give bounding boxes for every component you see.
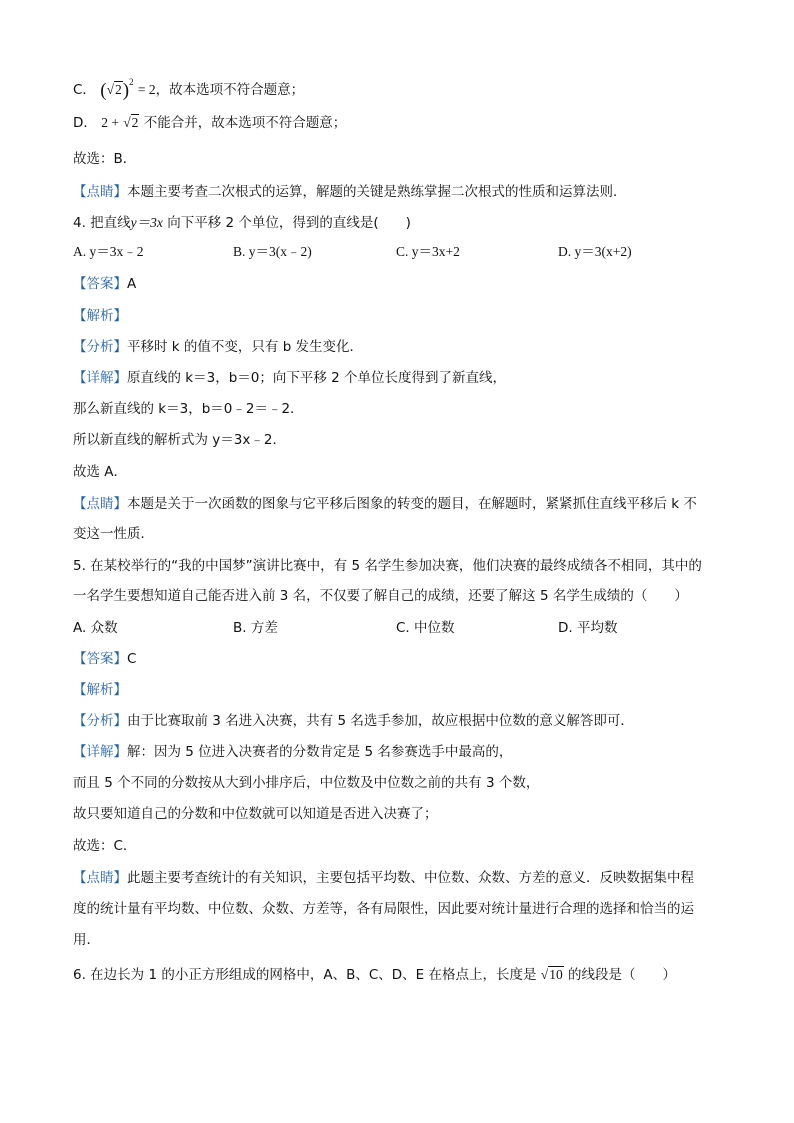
sqrt-expression: √2 [106,82,122,97]
q5-stem-2: 一名学生要想知道自己能否进入前 3 名，不仅要了解自己的成绩，还要了解这 5 名学生成绩的（ ） [73,588,688,604]
q5-dianjing-2: 度的统计量有平均数、中位数、众数、方差等，各有局限性，因此要对统计量进行合理的选择和恰当的运 [73,901,694,917]
q5-dianjing-3: 用． [73,932,100,948]
q4-dianjing-2: 变这一性质． [73,526,154,542]
fenxi-text: 平移时 k 的值不变，只有 b 发生变化． [127,339,364,355]
sqrt-expression: √2 [123,115,139,130]
equals-value: = 2 [137,82,156,97]
option-label: C． [73,82,96,98]
dianjing-text: 本题主要考查二次根式的运算，解题的关键是熟练掌握二次根式的性质和运算法则． [127,184,627,200]
q4-answer [73,274,136,294]
q4-line2: 那么新直线的 k＝3，b＝0﹣2＝﹣2． [73,401,304,417]
left-paren: ( [100,80,107,101]
q4-xiangjie [73,368,506,388]
q3-choose: 故选：B． [73,151,137,167]
q5-line2: 而且 5 个不同的分数按从大到小排序后，中位数及中位数之前的共有 3 个数， [73,775,540,791]
q4-equation: y＝3x [130,215,163,230]
option-c-line [73,72,304,101]
q4-choose: 故选 A． [73,464,128,480]
q5-stem-1: 5. 在某校举行的“我的中国梦”演讲比赛中，有 5 名学生参加决赛，他们决赛的最终成绩各不相同，其中的 [73,558,702,574]
answer-value: A [127,276,137,292]
fenxi-text: 由于比赛取前 3 名进入决赛，共有 5 名选手参加，故应根据中位数的意义解答即可． [127,713,634,729]
q4-line3: 所以新直线的解析式为 y＝3x﹣2． [73,432,286,448]
q5-line3: 故只要知道自己的分数和中位数就可以知道是否进入决赛了； [73,806,438,822]
q5-option-c: C. 中位数 [396,620,455,636]
option-d-line [73,113,346,133]
option-c-comment: ，故本选项不符合题意； [155,82,305,98]
answer-tag: 【答案】 [73,651,127,667]
answer-value: C [127,651,137,667]
option-d-comment: 不能合并，故本选项不符合题意； [143,115,347,131]
xiangjie-tag: 【详解】 [73,370,127,386]
q4-stem-a: 4. 把直线 [73,215,131,231]
q4-option-d: D. y＝3(x+2) [558,244,632,259]
q5-jiexi-tag: 【解析】 [73,682,127,698]
q4-stem-b: 向下平移 2 个单位，得到的直线是( ) [167,215,411,231]
q6-stem-b: 的线段是（ ） [568,967,676,983]
q6-stem [73,965,676,985]
q5-fenxi [73,711,634,731]
dianjing-tag: 【点睛】 [73,184,127,200]
right-paren: ) [122,80,130,101]
q5-option-b: B. 方差 [233,620,278,636]
fenxi-tag: 【分析】 [73,713,127,729]
q5-xiangjie [73,742,512,762]
q5-dianjing [73,868,694,888]
dianjing-text: 本题是关于一次函数的图象与它平移后图象的转变的题目，在解题时，紧紧抓住直线平移后 k 不 [127,496,697,512]
q5-answer [73,649,136,669]
q5-choose: 故选：C． [73,838,137,854]
answer-tag: 【答案】 [73,276,127,292]
q5-option-a: A. 众数 [73,620,118,636]
q4-fenxi [73,337,363,357]
q4-option-c: C. y＝3x+2 [396,244,460,259]
q3-dianjing [73,182,627,202]
dianjing-tag: 【点睛】 [73,870,127,886]
q4-option-a: A. y＝3x﹣2 [73,244,144,259]
q4-jiexi-tag: 【解析】 [73,308,127,324]
q5-option-d: D. 平均数 [558,620,618,636]
sqrt-expression: √10 [540,967,563,982]
fenxi-tag: 【分析】 [73,339,127,355]
dianjing-tag: 【点睛】 [73,496,127,512]
xiangjie-tag: 【详解】 [73,744,127,760]
q4-option-b: B. y＝3(x﹣2) [233,244,312,259]
q6-stem-a: 6. 在边长为 1 的小正方形组成的网格中，A、B、C、D、E 在格点上，长度是 [73,967,537,983]
q4-dianjing [73,494,697,514]
expression-two: 2 + [101,115,119,130]
xiangjie-text: 解：因为 5 位进入决赛者的分数肯定是 5 名参赛选手中最高的， [127,744,513,760]
exponent: 2 [129,77,134,87]
dianjing-text: 此题主要考查统计的有关知识，主要包括平均数、中位数、众数、方差的意义．反映数据集中程 [127,870,694,886]
option-label: D． [73,115,97,131]
q4-stem [73,213,411,233]
xiangjie-text: 原直线的 k＝3，b＝0；向下平移 2 个单位长度得到了新直线， [127,370,507,386]
